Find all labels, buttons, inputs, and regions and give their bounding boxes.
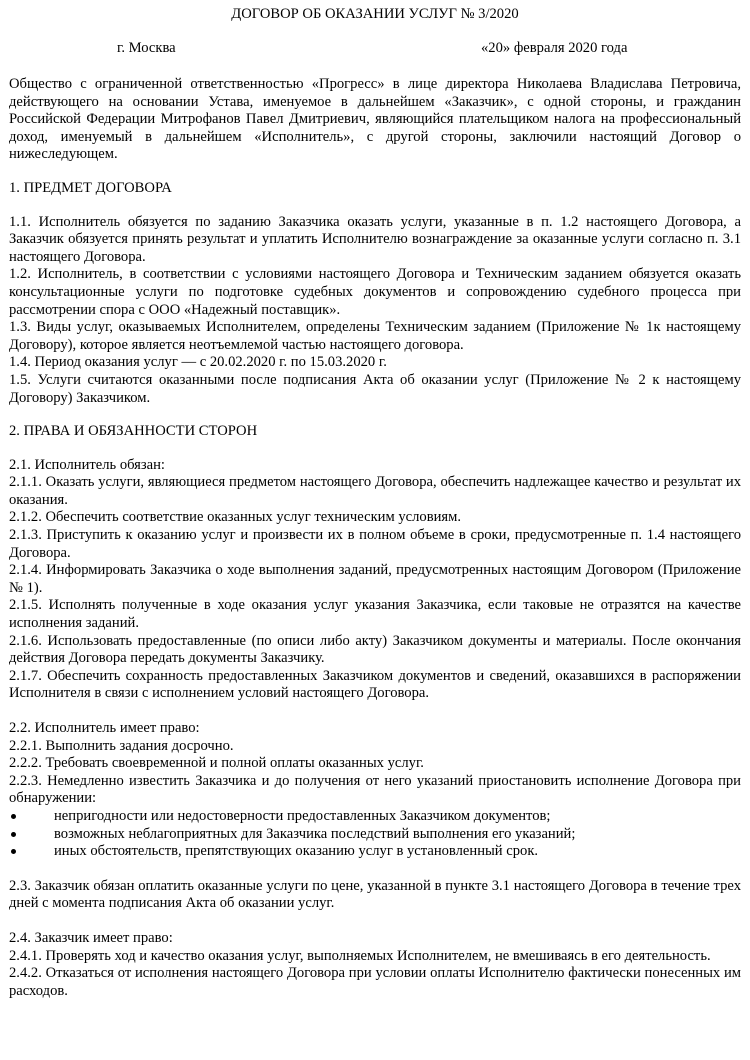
clause-2-4: 2.4. Заказчик имеет право:	[9, 929, 173, 946]
clause-1-5: 1.5. Услуги считаются оказанными после подписания Акта об оказании услуг (Приложение № 2 к настоящему Договору) Заказчиком.	[9, 371, 741, 406]
bullet-icon	[11, 814, 16, 819]
clause-2-1-6: 2.1.6. Использовать предоставленные (по описи либо акту) Заказчиком документы и материалы. После окончания действия Договора передать документы Заказчику.	[9, 632, 741, 667]
section-1-items	[9, 214, 741, 408]
clause-2-1-3: 2.1.3. Приступить к оказанию услуг и произвести их в полном объеме в сроки, предусмотренные п. 1.4 настоящего Договора.	[9, 527, 741, 561]
clause-2-1-block	[9, 457, 741, 703]
clause-1-4: 1.4. Период оказания услуг — с 20.02.2020 г. по 15.03.2020 г.	[9, 354, 387, 371]
clause-2-4-block	[9, 930, 741, 1000]
place-date-line	[9, 40, 741, 58]
contract-date: «20» февраля 2020 года	[481, 40, 628, 56]
clause-2-4-1: 2.4.1. Проверять ход и качество оказания услуг, выполняемых Исполнителем, не вмешиваясь в его деятельность.	[9, 947, 711, 964]
clause-2-1: 2.1. Исполнитель обязан:	[9, 456, 165, 473]
clause-2-1-1: 2.1.1. Оказать услуги, являющиеся предметом настоящего Договора, обеспечить надлежащее качество и результат их оказания.	[9, 474, 741, 508]
clause-2-3: 2.3. Заказчик обязан оплатить оказанные услуги по цене, указанной в пункте 3.1 настоящего Договора в течение трех дней с момента подписания Акта об оказании услуг.	[9, 877, 741, 912]
list-item: возможных неблагоприятных для Заказчика последствий выполнения его указаний;	[9, 826, 741, 844]
list-item: непригодности или недостоверности предоставленных Заказчиком документов;	[9, 808, 741, 826]
clause-2-2: 2.2. Исполнитель имеет право:	[9, 720, 200, 736]
bullet-icon	[11, 849, 16, 854]
intro-paragraph: Общество с ограниченной ответственностью «Прогресс» в лице директора Николаева Владислава Петровича, действующего на основании Устава, именуемое в дальнейшем «Заказчик», с одной стороны, и гражданин Российской Федерации Митрофанов Павел Дмитриевич, являющийся плательщиком налога на профессиональный доход, именуемый в дальнейшем «Исполнитель», с другой стороны, заключили настоящий Договор о нижеследующем.	[9, 76, 741, 163]
list-item: иных обстоятельств, препятствующих оказанию услуг в установленный срок.	[9, 843, 741, 861]
clause-2-2-3: 2.2.3. Немедленно известить Заказчика и до получения от него указаний приостановить исполнение Договора при обнаружении:	[9, 772, 741, 807]
document-title: ДОГОВОР ОБ ОКАЗАНИИ УСЛУГ № 3/2020	[231, 6, 519, 22]
contract-city: г. Москва	[117, 40, 176, 56]
section-1-heading: 1. ПРЕДМЕТ ДОГОВОРА	[9, 179, 172, 196]
clause-2-2-1: 2.2.1. Выполнить задания досрочно.	[9, 737, 234, 754]
section-2-heading: 2. ПРАВА И ОБЯЗАННОСТИ СТОРОН	[9, 423, 258, 440]
clause-1-1: 1.1. Исполнитель обязуется по заданию Заказчика оказать услуги, указанные в п. 1.2 настоящего Договора, а Заказчик обязуется принять результат и уплатить Исполнителю вознаграждение за оказанные услуги согласно п. 3.1 настоящего Договора.	[9, 213, 741, 265]
clause-2-1-4: 2.1.4. Информировать Заказчика о ходе выполнения заданий, предусмотренных настоящим Договором (Приложение № 1).	[9, 562, 741, 596]
clause-2-2-2: 2.2.2. Требовать своевременной и полной оплаты оказанных услуг.	[9, 755, 424, 772]
bullet-list	[9, 808, 741, 861]
clause-1-2: 1.2. Исполнитель, в соответствии с условиями настоящего Договора и Техническим заданием обязуется оказать консультационные услуги по подготовке судебных документов и сопровождению судебного процесса при рассмотрении спора с ООО «Надежный поставщик».	[9, 266, 741, 318]
clause-2-1-5: 2.1.5. Исполнять полученные в ходе оказания услуг указания Заказчика, если таковые не отразятся на качестве исполнения заданий.	[9, 597, 741, 632]
clause-2-4-2: 2.4.2. Отказаться от исполнения настоящего Договора при условии оплаты Исполнителю фактически понесенных им расходов.	[9, 965, 741, 999]
bullet-icon	[11, 832, 16, 837]
clause-2-1-2: 2.1.2. Обеспечить соответствие оказанных услуг техническим условиям.	[9, 509, 462, 526]
clause-2-1-7: 2.1.7. Обеспечить сохранность предоставленных Заказчиком документов и сведений, оказавшихся в распоряжении Исполнителя в связи с исполнением условий настоящего Договора.	[9, 667, 741, 702]
clause-2-2-block	[9, 720, 741, 861]
clause-1-3: 1.3. Виды услуг, оказываемых Исполнителем, определены Техническим заданием (Приложение № 1к настоящему Договору), которое является неотъемлемой частью настоящего договора.	[9, 319, 741, 353]
